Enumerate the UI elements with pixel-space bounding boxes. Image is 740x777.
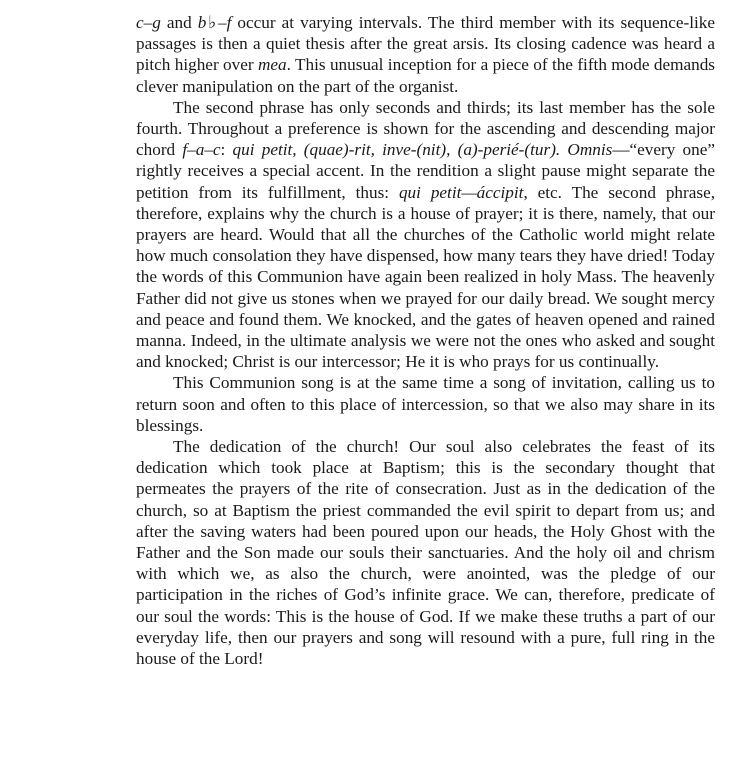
text-run: qui petit, (quae)-rit, inve-(nit), (a)-perié-(tur). Omnis (232, 140, 613, 160)
paragraph-3 (136, 372, 715, 436)
text-run: The second phrase has only seconds and thirds; its last member has the sole fourth. Throughout a preference is shown for the ascending and descending major chord (136, 97, 715, 160)
text-run: The dedication of the church! Our soul also celebrates the feast of its dedication which took place at Baptism; this is the secondary thought that permeates the prayers of the rite of consecration. Just as in the dedication of the church, so at Baptism the priest commanded the evil spirit to depart from us; and after the saving waters had been poured upon our heads, the Holy Ghost with the Father and the Son made our souls their sanctuaries. And the holy oil and chrism with which we, as also the church, were anointed, was the pledge of our participation in the riches of God’s infinite grace. We can, therefore, predicate of our soul the words: This is the house of God. If we make these truths a part of our everyday life, then our prayers and song will resound with a pure, full ring in the house of the Lord! (136, 437, 715, 669)
text-run: and (160, 13, 198, 32)
text-run: —“every one” rightly receives a special accent. In the rendition a slight pause might separate the petition from its fulfillment, thus: (136, 140, 715, 202)
text-run: c–g (136, 13, 161, 32)
text-run: f–a–c (182, 140, 221, 160)
text-run: b♭–f (197, 13, 232, 32)
text-run: qui petit—áccipit (398, 182, 524, 202)
document-page (136, 12, 715, 669)
paragraph-4 (136, 436, 715, 669)
text-run: , etc. The second phrase, therefore, explains why the church is a house of prayer; it is there, namely, that our prayers are heard. Would that all the churches of the Catholic world might relate how much consolation they have dispensed, how many tears they have dried! Today the words of this Communion have again been realized in holy Mass. The heavenly Father did not give us stones when we prayed for our daily bread. We sought mercy and peace and found them. We knocked, and the gates of heaven opened and rained manna. Indeed, in the ultimate analysis we were not the ones who asked and sought and knocked; Christ is our intercessor; He it is who prays for us continually. (136, 182, 715, 372)
text-run: . This unusual inception for a piece of the fifth mode demands clever manipulation on the part of the organist. (136, 55, 715, 96)
paragraph-1 (136, 12, 715, 97)
paragraph-2 (136, 97, 715, 373)
text-run: : (220, 140, 233, 160)
text-run: mea (257, 55, 287, 75)
text-run: occur at varying intervals. The third member with its sequence-like passages is then a quiet thesis after the great arsis. Its closing cadence was heard a pitch higher over (136, 13, 715, 75)
text-run: This Communion song is at the same time a song of invitation, calling us to return soon and often to this place of intercession, so that we also may share in its blessings. (136, 373, 715, 435)
